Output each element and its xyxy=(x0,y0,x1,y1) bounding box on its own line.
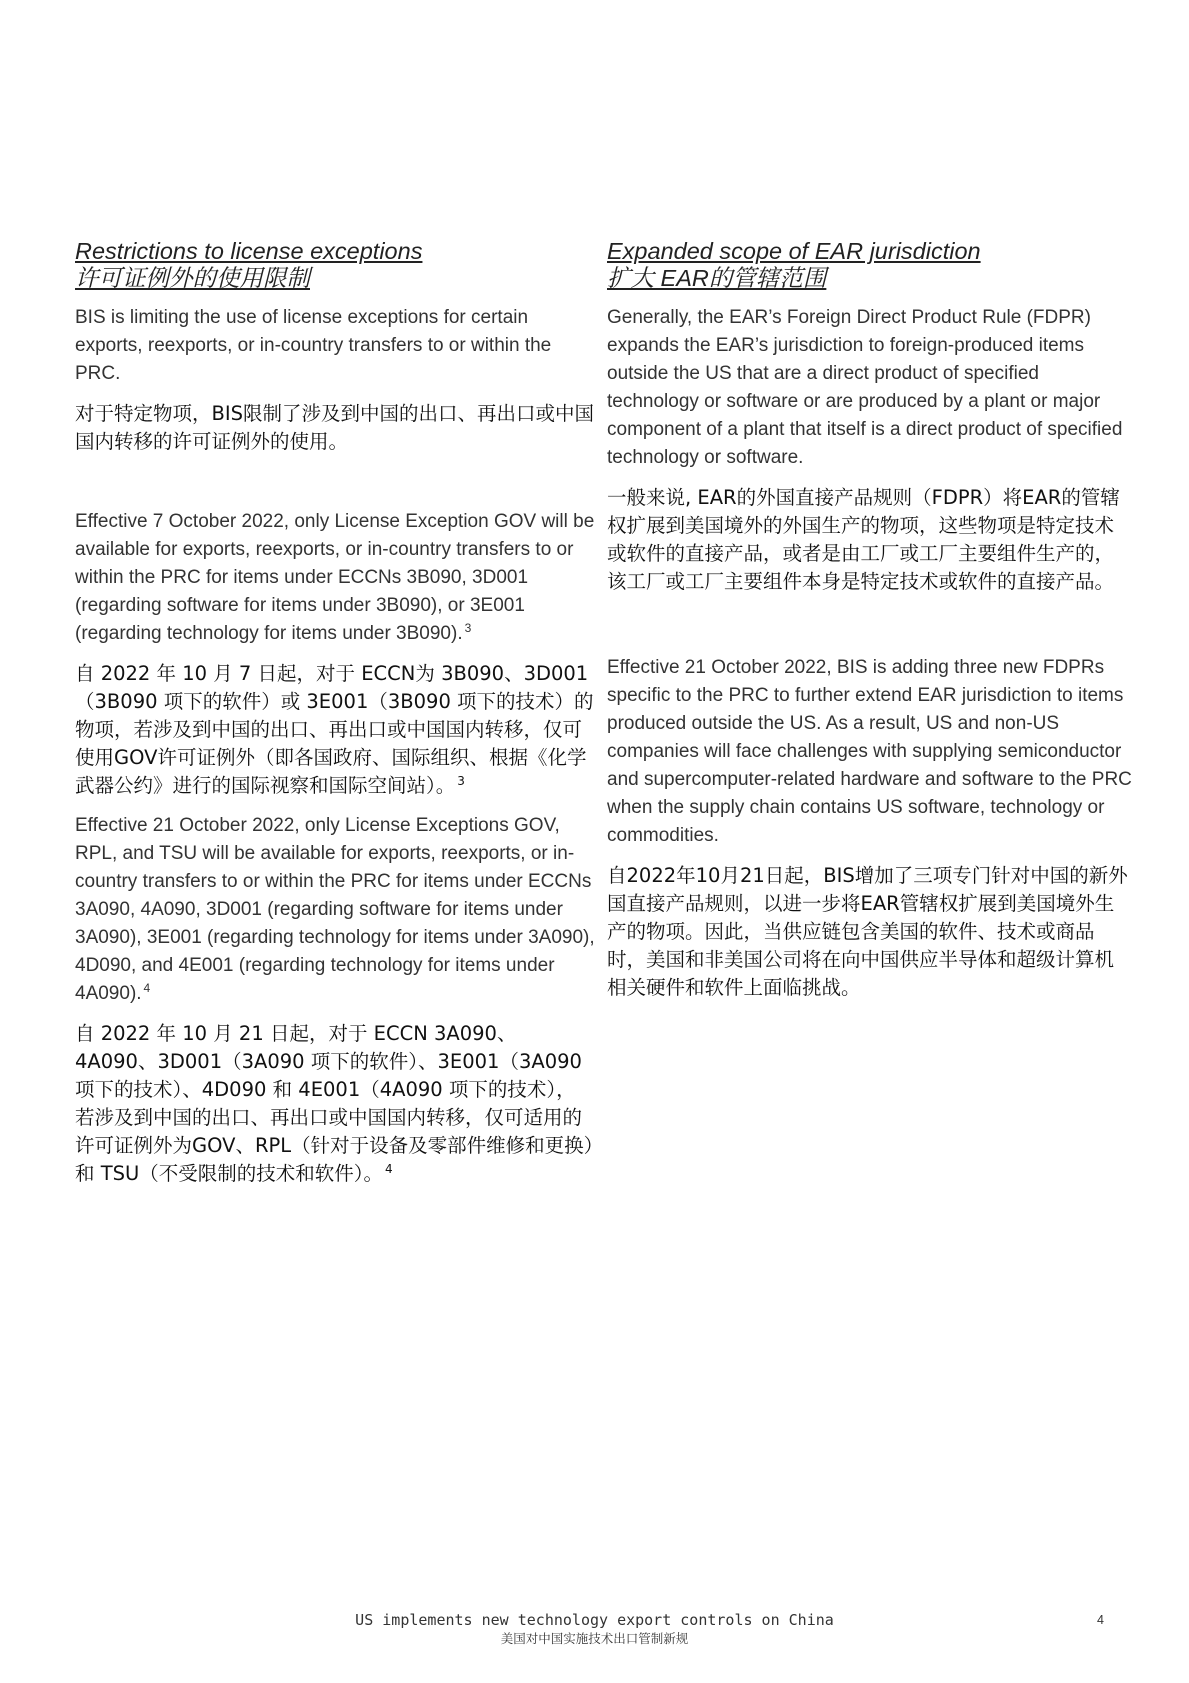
paragraph-english: BIS is limiting the use of license exceptions for certain exports, reexports, or in-country transfers to or within the PRC. xyxy=(75,307,552,384)
page-number: 4 xyxy=(1097,1613,1104,1627)
footer-title-english: US implements new technology export controls on China xyxy=(355,1611,834,1629)
left-column xyxy=(75,238,595,1200)
page-footer xyxy=(0,1610,1189,1648)
footnote-marker: 3 xyxy=(457,773,465,788)
paragraph-chinese: 一般来说, EAR的外国直接产品规则（FDPR）将EAR的管辖权扩展到美国境外的外国生产的物项，这些物项是特定技术或软件的直接产品，或者是由工厂或工厂主要组件生产的，该工厂或工厂主要组件本身是特定技术或软件的直接产品。 xyxy=(607,486,1120,593)
paragraph-chinese: 自2022年10月21日起，BIS增加了三项专门针对中国的新外国直接产品规则，以进一步将EAR管辖权扩展到美国境外生产的物项。因此，当供应链包含美国的软件、技术或商品时，美国和非美国公司将在向中国供应半导体和超级计算机相关硬件和软件上面临挑战。 xyxy=(607,864,1128,999)
paragraph-english: Effective 21 October 2022, only License Exceptions GOV, RPL, and TSU will be available for exports, reexports, or in-country transfers to or within the PRC for items under ECCNs 3A090, 4A090, 3D001 (regarding software for items under 3A090), 3E001 (regarding technology for items under 3A090), 4D090, and 4E001 (regarding technology for items under 4A090). $^4$ xyxy=(75,815,595,1004)
heading-english: Expanded scope of EAR jurisdiction xyxy=(607,238,981,264)
right-column xyxy=(607,238,1132,1014)
paragraph-english: Generally, the EAR’s Foreign Direct Product Rule (FDPR) expands the EAR’s jurisdiction to foreign-produced items outside the US that are a direct product of specified technology or software or are produced by a plant or major component of a plant that itself is a direct product of specified technology or software. xyxy=(607,307,1123,468)
paragraph-english: Effective 21 October 2022, BIS is adding three new FDPRs specific to the PRC to further extend EAR jurisdiction to items produced outside the US. As a result, US and non-US companies will face challenges with supplying semiconductor and supercomputer-related hardware and software to the PRC when the supply chain contains US software, technology or commodities. xyxy=(607,657,1132,846)
section-heading-ear-jurisdiction xyxy=(607,238,1132,292)
paragraph-chinese: 自 2022 年 10 月 21 日起，对于 ECCN 3A090、4A090、3D001（3A090 项下的软件）、3E001（3A090项下的技术）、4D090 和 4E001（4A090 项下的技术），若涉及到中国的出口、再出口或中国国内转移，仅可适用的许可证例外为GOV、RPL（针对于设备及零部件维修和更换）和 TSU（不受限制的技术和软件）。 $^4$ xyxy=(75,1022,594,1185)
paragraph-chinese: 自 2022 年 10 月 7 日起，对于 ECCN为 3B090、3D001（3B090 项下的软件）或 3E001（3B090 项下的技术）的物项，若涉及到中国的出口、再出口或中国国内转移，仅可使用GOV许可证例外（即各国政府、国际组织、根据《化学武器公约》进行的国际视察和国际空间站）。 $^3$ xyxy=(75,662,594,797)
section-heading-license-exceptions xyxy=(75,238,595,292)
heading-chinese: 扩大 EAR的管辖范围 xyxy=(607,265,827,291)
heading-english: Restrictions to license exceptions xyxy=(75,238,423,264)
footnote-marker: 3 xyxy=(464,620,472,635)
footnote-marker: 4 xyxy=(143,980,151,995)
paragraph-chinese: 对于特定物项，BIS限制了涉及到中国的出口、再出口或中国国内转移的许可证例外的使用。 xyxy=(75,402,595,453)
footnote-marker: 4 xyxy=(385,1161,393,1176)
footer-title-chinese: 美国对中国实施技术出口管制新规 xyxy=(500,1631,689,1646)
paragraph-english: Effective 7 October 2022, only License Exception GOV will be available for exports, reexports, or in-country transfers to or within the PRC for items under ECCNs 3B090, 3D001 (regarding software for items under 3B090), or 3E001 (regarding technology for items under 3B090). $^3$ xyxy=(75,511,595,644)
heading-chinese: 许可证例外的使用限制 xyxy=(75,265,310,291)
